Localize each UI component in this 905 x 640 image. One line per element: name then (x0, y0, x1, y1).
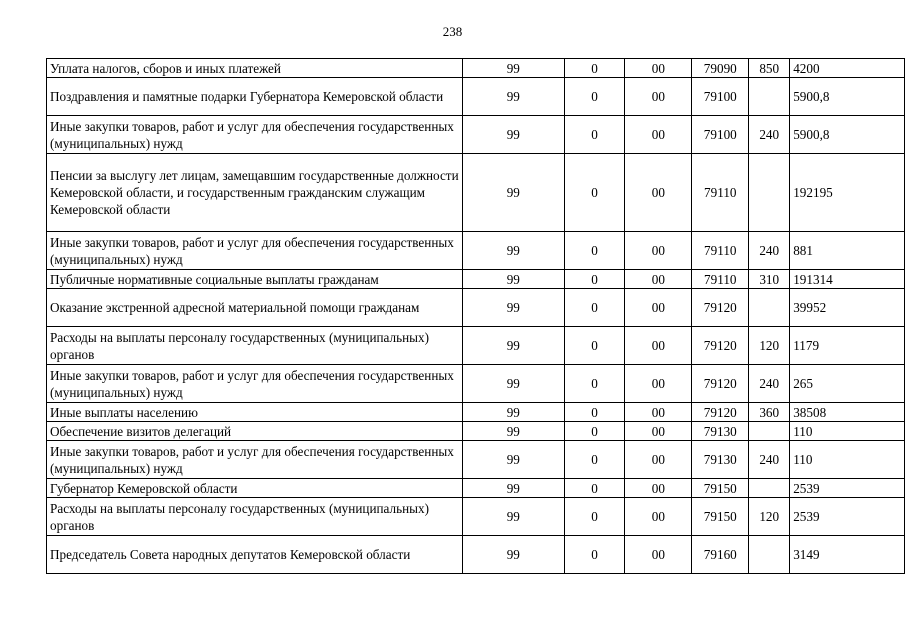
code-4-cell: 79100 (692, 116, 749, 154)
code-1-cell: 99 (462, 441, 564, 479)
expense-type-cell (749, 154, 790, 232)
amount-cell: 2539 (790, 479, 905, 498)
code-1-cell: 99 (462, 116, 564, 154)
code-1-cell: 99 (462, 365, 564, 403)
code-3-cell: 00 (625, 422, 692, 441)
table-row (47, 422, 905, 441)
item-name-cell: Обеспечение визитов делегаций (47, 422, 463, 441)
item-name-cell: Губернатор Кемеровской области (47, 479, 463, 498)
expense-type-cell: 240 (749, 116, 790, 154)
code-1-cell: 99 (462, 78, 564, 116)
code-3-cell: 00 (625, 441, 692, 479)
code-2-cell: 0 (564, 479, 625, 498)
code-1-cell: 99 (462, 232, 564, 270)
code-2-cell: 0 (564, 78, 625, 116)
code-1-cell: 99 (462, 154, 564, 232)
item-name-cell: Председатель Совета народных депутатов Кемеровской области (47, 536, 463, 574)
code-2-cell: 0 (564, 403, 625, 422)
code-3-cell: 00 (625, 479, 692, 498)
code-3-cell: 00 (625, 403, 692, 422)
table-row (47, 154, 905, 232)
amount-cell: 1179 (790, 327, 905, 365)
code-1-cell: 99 (462, 536, 564, 574)
code-2-cell: 0 (564, 441, 625, 479)
code-3-cell: 00 (625, 270, 692, 289)
amount-cell: 38508 (790, 403, 905, 422)
code-2-cell: 0 (564, 327, 625, 365)
code-1-cell: 99 (462, 327, 564, 365)
code-4-cell: 79120 (692, 289, 749, 327)
expense-type-cell: 120 (749, 498, 790, 536)
item-name-cell: Иные закупки товаров, работ и услуг для обеспечения государственных (муниципальных) нужд (47, 116, 463, 154)
code-4-cell: 79130 (692, 441, 749, 479)
code-4-cell: 79110 (692, 232, 749, 270)
table-row (47, 365, 905, 403)
code-2-cell: 0 (564, 289, 625, 327)
budget-table (46, 58, 905, 574)
expense-type-cell (749, 289, 790, 327)
expense-type-cell (749, 536, 790, 574)
table-row (47, 116, 905, 154)
amount-cell: 5900,8 (790, 116, 905, 154)
table-row (47, 479, 905, 498)
code-4-cell: 79120 (692, 365, 749, 403)
item-name-cell: Иные закупки товаров, работ и услуг для обеспечения государственных (муниципальных) нужд (47, 365, 463, 403)
expense-type-cell: 310 (749, 270, 790, 289)
table-row (47, 78, 905, 116)
code-2-cell: 0 (564, 365, 625, 403)
code-3-cell: 00 (625, 289, 692, 327)
amount-cell: 265 (790, 365, 905, 403)
code-2-cell: 0 (564, 59, 625, 78)
code-2-cell: 0 (564, 154, 625, 232)
code-1-cell: 99 (462, 270, 564, 289)
item-name-cell: Поздравления и памятные подарки Губернатора Кемеровской области (47, 78, 463, 116)
amount-cell: 39952 (790, 289, 905, 327)
amount-cell: 5900,8 (790, 78, 905, 116)
item-name-cell: Расходы на выплаты персоналу государственных (муниципальных) органов (47, 498, 463, 536)
expense-type-cell (749, 479, 790, 498)
amount-cell: 2539 (790, 498, 905, 536)
code-4-cell: 79150 (692, 498, 749, 536)
item-name-cell: Иные выплаты населению (47, 403, 463, 422)
item-name-cell: Расходы на выплаты персоналу государственных (муниципальных) органов (47, 327, 463, 365)
code-4-cell: 79110 (692, 270, 749, 289)
table-row (47, 403, 905, 422)
expense-type-cell (749, 78, 790, 116)
code-2-cell: 0 (564, 270, 625, 289)
code-3-cell: 00 (625, 536, 692, 574)
table-row (47, 498, 905, 536)
amount-cell: 881 (790, 232, 905, 270)
table-row (47, 232, 905, 270)
code-4-cell: 79130 (692, 422, 749, 441)
item-name-cell: Пенсии за выслугу лет лицам, замещавшим государственные должности Кемеровской области, и государственным гражданским служащим Кемеровской области (47, 154, 463, 232)
expense-type-cell: 240 (749, 441, 790, 479)
code-1-cell: 99 (462, 479, 564, 498)
table-body (47, 59, 905, 574)
expense-type-cell: 360 (749, 403, 790, 422)
expense-type-cell: 240 (749, 365, 790, 403)
amount-cell: 3149 (790, 536, 905, 574)
code-4-cell: 79090 (692, 59, 749, 78)
item-name-cell: Иные закупки товаров, работ и услуг для обеспечения государственных (муниципальных) нужд (47, 441, 463, 479)
code-2-cell: 0 (564, 116, 625, 154)
code-4-cell: 79110 (692, 154, 749, 232)
table-row (47, 289, 905, 327)
code-1-cell: 99 (462, 59, 564, 78)
expense-type-cell (749, 422, 790, 441)
code-2-cell: 0 (564, 232, 625, 270)
code-4-cell: 79160 (692, 536, 749, 574)
code-3-cell: 00 (625, 59, 692, 78)
code-3-cell: 00 (625, 498, 692, 536)
amount-cell: 192195 (790, 154, 905, 232)
code-1-cell: 99 (462, 422, 564, 441)
code-3-cell: 00 (625, 327, 692, 365)
code-1-cell: 99 (462, 403, 564, 422)
code-1-cell: 99 (462, 289, 564, 327)
page-number: 238 (442, 24, 463, 39)
code-3-cell: 00 (625, 154, 692, 232)
code-4-cell: 79120 (692, 327, 749, 365)
code-4-cell: 79120 (692, 403, 749, 422)
item-name-cell: Уплата налогов, сборов и иных платежей (47, 59, 463, 78)
expense-type-cell: 850 (749, 59, 790, 78)
expense-type-cell: 120 (749, 327, 790, 365)
table-row (47, 441, 905, 479)
code-3-cell: 00 (625, 365, 692, 403)
amount-cell: 4200 (790, 59, 905, 78)
amount-cell: 110 (790, 422, 905, 441)
expense-type-cell: 240 (749, 232, 790, 270)
item-name-cell: Иные закупки товаров, работ и услуг для обеспечения государственных (муниципальных) нужд (47, 232, 463, 270)
code-3-cell: 00 (625, 232, 692, 270)
table-row (47, 536, 905, 574)
item-name-cell: Оказание экстренной адресной материальной помощи гражданам (47, 289, 463, 327)
code-2-cell: 0 (564, 498, 625, 536)
code-4-cell: 79100 (692, 78, 749, 116)
code-2-cell: 0 (564, 536, 625, 574)
amount-cell: 110 (790, 441, 905, 479)
table-row (47, 270, 905, 289)
code-3-cell: 00 (625, 116, 692, 154)
code-2-cell: 0 (564, 422, 625, 441)
code-4-cell: 79150 (692, 479, 749, 498)
table-row (47, 327, 905, 365)
table-row (47, 59, 905, 78)
amount-cell: 191314 (790, 270, 905, 289)
code-3-cell: 00 (625, 78, 692, 116)
item-name-cell: Публичные нормативные социальные выплаты гражданам (47, 270, 463, 289)
code-1-cell: 99 (462, 498, 564, 536)
